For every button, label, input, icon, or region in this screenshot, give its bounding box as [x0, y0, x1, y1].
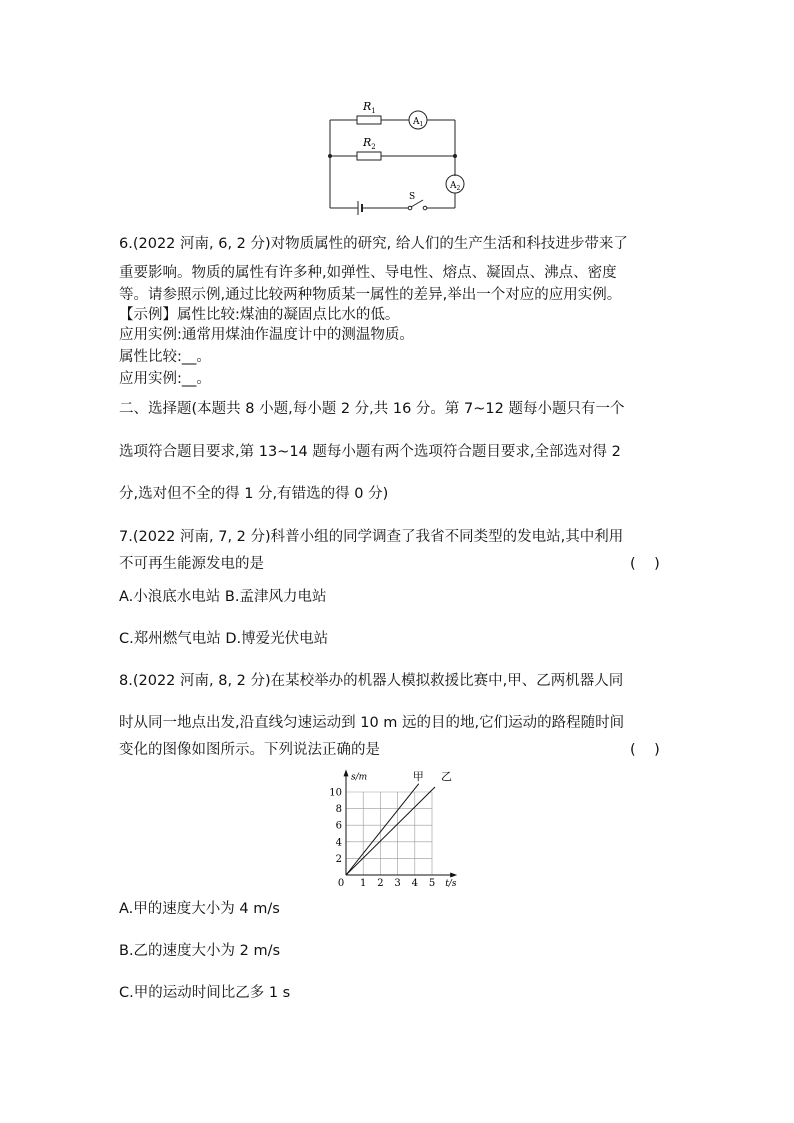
x-axis-label: t/s — [445, 879, 457, 889]
y-tick-label: 4 — [335, 837, 342, 849]
series-label-jia: 甲 — [412, 770, 424, 783]
x-tick-label: 3 — [394, 878, 401, 889]
s-t-graph — [320, 763, 470, 893]
q7-answer-parentheses: ( ) — [630, 556, 660, 572]
series-line-yi — [346, 787, 435, 875]
q8-line3: 变化的图像如图所示。下列说法正确的是 — [119, 742, 380, 758]
y-axis-arrow — [344, 769, 349, 776]
resistor-r1 — [357, 116, 381, 124]
y-tick-label: 6 — [335, 820, 342, 832]
junction-dot — [453, 154, 457, 158]
switch-contact — [423, 206, 427, 210]
a1-label: $A_1$ — [413, 117, 424, 128]
switch-label: S — [409, 192, 416, 202]
y-tick-label: 10 — [329, 787, 342, 799]
a2-label: $A_2$ — [450, 181, 461, 192]
q7-line2: 不可再生能源发电的是 — [119, 556, 264, 572]
section2-line1: 二、选择题(本题共 8 小题,每小题 2 分,共 16 分。第 7~12 题每小题只有一个 — [119, 401, 625, 417]
r1-label: $R_1$ — [363, 100, 376, 115]
q6-line3: 等。请参照示例,通过比较两种物质某一属性的差异,举出一个对应的应用实例。 — [119, 287, 622, 303]
q6-blank-application: 应用实例:__。 — [119, 371, 211, 387]
y-tick-label: 2 — [335, 853, 342, 865]
series-label-yi: 乙 — [441, 770, 452, 783]
q7-line1: 7.(2022 河南, 7, 2 分)科普小组的同学调查了我省不同类型的发电站,其中利用 — [119, 529, 624, 545]
x-tick-label: 2 — [377, 878, 384, 889]
q6-line2: 重要影响。物质的属性有许多种,如弹性、导电性、熔点、凝固点、沸点、密度 — [119, 265, 617, 281]
x-tick-label: 1 — [360, 878, 367, 889]
junction-dot — [328, 154, 332, 158]
q6-blank-property: 属性比较:__。 — [119, 349, 211, 365]
q6-line1: 6.(2022 河南, 6, 2 分)对物质属性的研究, 给人们的生产生活和科技进步带来了 — [119, 236, 628, 252]
section2-line2: 选项符合题目要求,第 13~14 题每小题有两个选项符合题目要求,全部选对得 2 — [119, 444, 621, 460]
q8-answer-parentheses: ( ) — [630, 742, 660, 758]
q8-line1: 8.(2022 河南, 8, 2 分)在某校举办的机器人模拟救援比赛中,甲、乙两机器人同 — [119, 673, 624, 689]
q8-line2: 时从同一地点出发,沿直线匀速运动到 10 m 远的目的地,它们运动的路程随时间 — [119, 715, 625, 731]
y-axis-label: s/m — [351, 772, 368, 783]
q6-example-application: 应用实例:通常用煤油作温度计中的测温物质。 — [119, 327, 414, 343]
x-axis-arrow — [450, 873, 457, 878]
y-tick-label: 8 — [335, 804, 342, 816]
q8-option-b: B.乙的速度大小为 2 m/s — [119, 943, 281, 959]
q7-option-cd: C.郑州燃气电站 D.博爱光伏电站 — [119, 631, 329, 647]
circuit-diagram — [320, 96, 470, 216]
q7-option-ab: A.小浪底水电站 B.孟津风力电站 — [119, 589, 327, 605]
x-tick-label: 5 — [428, 878, 436, 889]
r2-label: $R_2$ — [363, 136, 376, 151]
q8-option-c: C.甲的运动时间比乙多 1 s — [119, 985, 291, 1001]
q6-example-property: 【示例】属性比较:煤油的凝固点比水的低。 — [119, 307, 400, 323]
q8-option-a: A.甲的速度大小为 4 m/s — [119, 901, 280, 917]
series-line-jia — [346, 784, 419, 875]
x-tick-label: 4 — [411, 878, 418, 889]
resistor-r2 — [357, 152, 381, 160]
x-tick-label: 0 — [337, 878, 345, 889]
section2-line3: 分,选对但不全的得 1 分,有错选的得 0 分) — [119, 486, 389, 502]
